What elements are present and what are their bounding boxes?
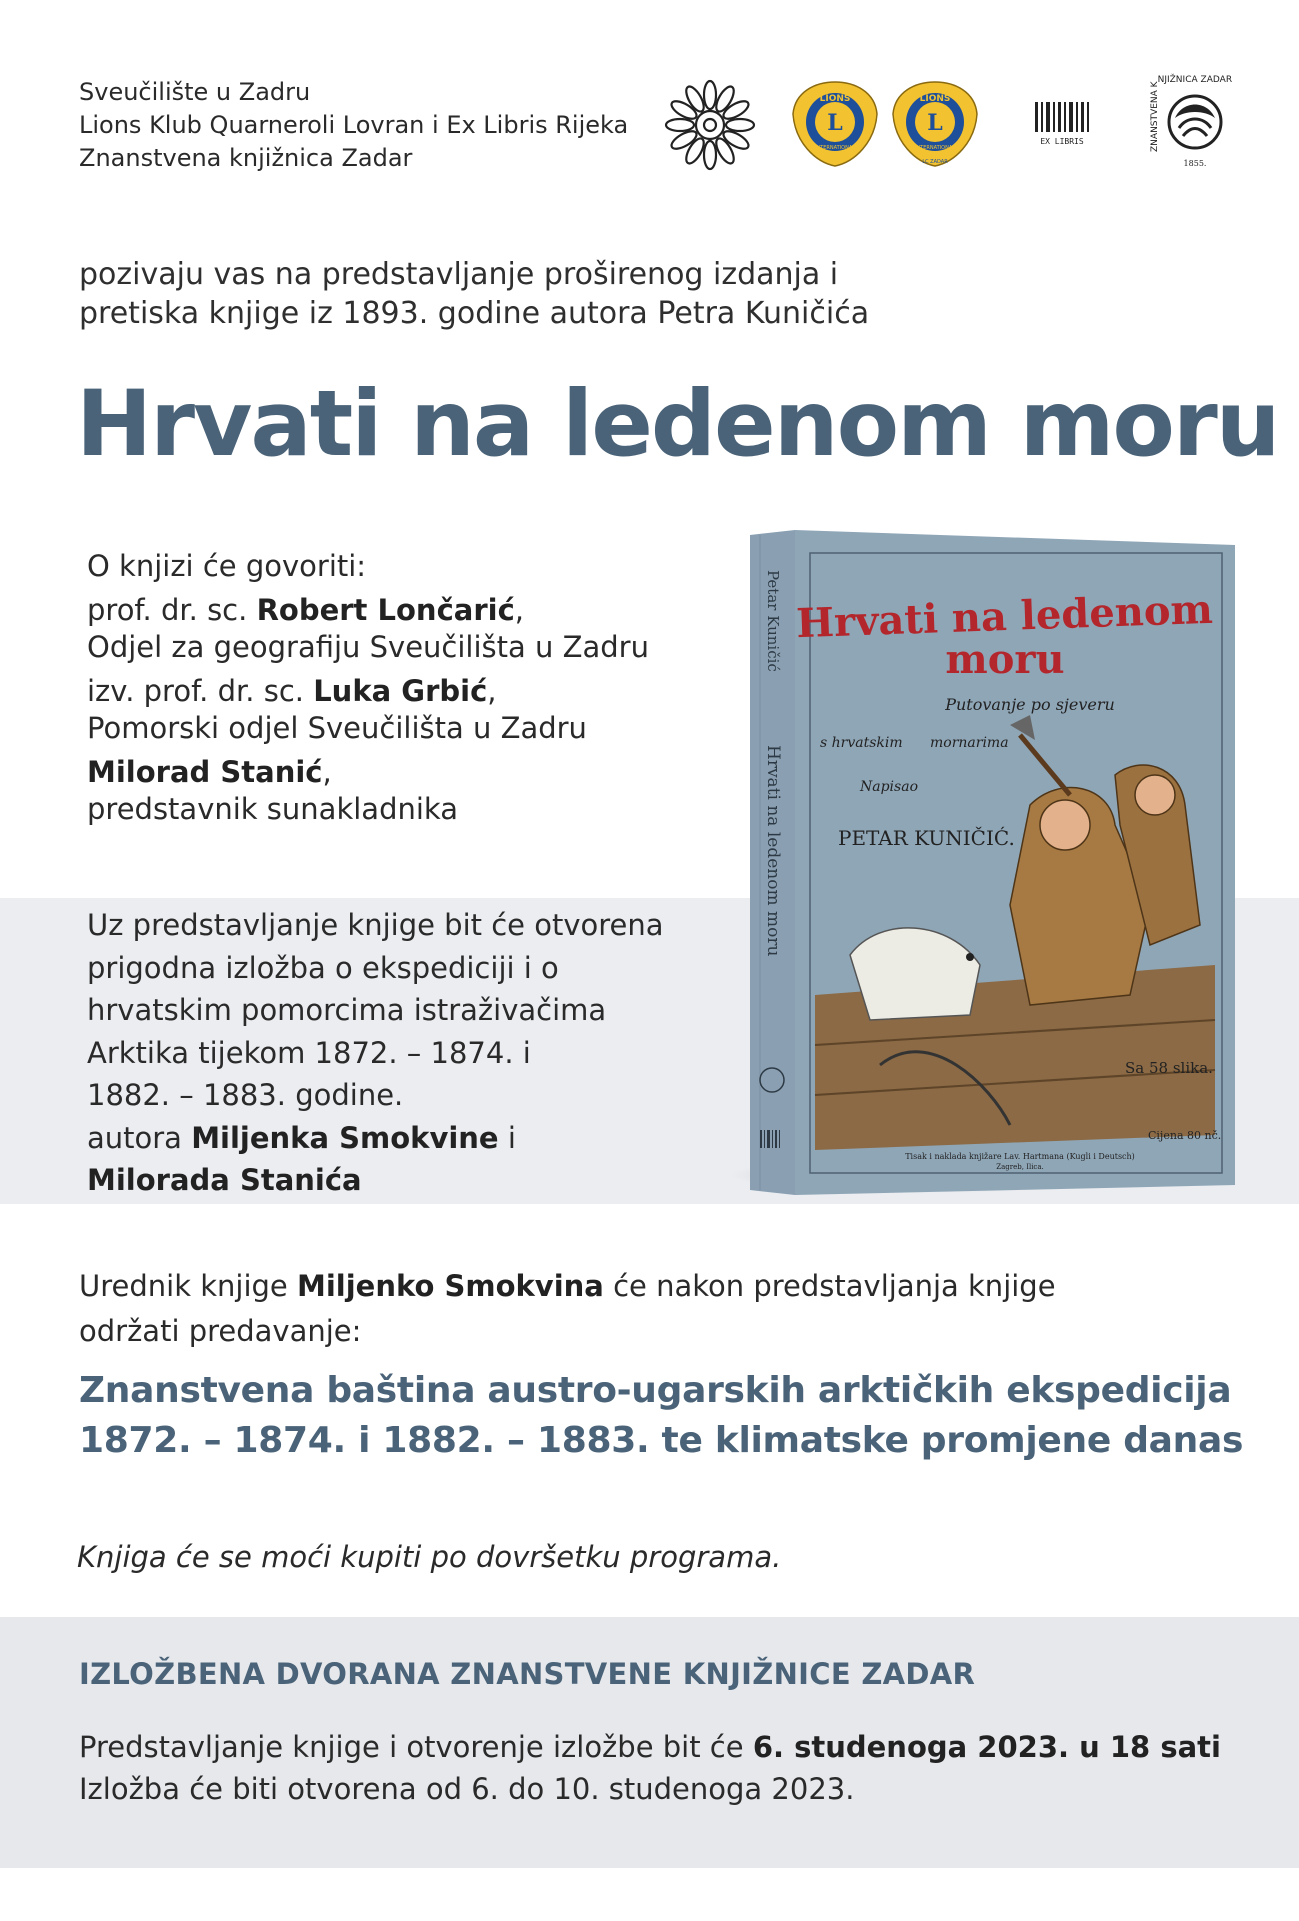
purchase-note: Knjiga će se moći kupiti po dovršetku programa. — [77, 1540, 782, 1574]
speaker-1: prof. dr. sc. Robert Lončarić, — [87, 593, 524, 627]
event-date-line-2: Izložba će biti otvorena od 6. do 10. studenoga 2023. — [79, 1772, 855, 1806]
svg-text:L: L — [827, 110, 843, 136]
library-logo-text: ZNANSTVENA KNJIŽNICA ZADAR — [1150, 75, 1233, 152]
cover-author: PETAR KUNIČIĆ. — [838, 826, 1015, 850]
svg-text:EX LIBRIS: EX LIBRIS — [1040, 137, 1084, 146]
speakers-section — [87, 548, 649, 828]
lions-logo-zadar — [893, 82, 977, 166]
invitation-line-2: pretiska knjige iz 1893. godine autora Petra Kuničića — [79, 296, 870, 331]
cover-subtitle-2a: s hrvatskim — [820, 735, 903, 751]
cover-slike: Sa 58 slika. — [1125, 1059, 1213, 1077]
invitation-text — [79, 255, 869, 333]
organizer-library: Znanstvena knjižnica Zadar — [79, 144, 413, 172]
exhibition-line: Arktika tijekom 1872. – 1874. i — [87, 1035, 531, 1070]
svg-text:1855.: 1855. — [1183, 159, 1207, 168]
spine-title: Hrvati na ledenom moru — [763, 745, 783, 957]
svg-text:L: L — [927, 110, 943, 136]
organizers — [79, 76, 628, 175]
library-logo — [1150, 73, 1233, 168]
exhibition-line: hrvatskim pomorcima istraživačima — [87, 993, 607, 1027]
lecture-title-line-1: Znanstvena baština austro-ugarskih arktičkih ekspedicija — [79, 1370, 1232, 1411]
speaker-3: Milorad Stanić, — [87, 755, 332, 789]
event-date-line-1: Predstavljanje knjige i otvorenje izložbe bit će 6. studenoga 2023. u 18 sati — [79, 1730, 1221, 1764]
svg-text:LIONS: LIONS — [919, 94, 951, 104]
page-title: Hrvati na ledenom moru — [76, 372, 1279, 477]
cover-napisao: Napisao — [860, 779, 918, 795]
cover-city: Zagreb, Ilica. — [996, 1163, 1044, 1171]
exhibition-line: 1882. – 1883. godine. — [87, 1078, 404, 1112]
exhibition-line: prigodna izložba o ekspediciji i o — [87, 950, 559, 985]
speakers-intro: O knjizi će govoriti: — [87, 549, 367, 583]
svg-text:LC ZADAR: LC ZADAR — [922, 159, 948, 165]
editor-line-2: održati predavanje: — [79, 1314, 362, 1348]
svg-text:INTERNATIONAL: INTERNATIONAL — [814, 145, 856, 151]
cover-subtitle-2b: mornarima — [930, 735, 1009, 751]
cover-publisher: Tisak i naklada knjižare Lav. Hartmana (Kugli i Deutsch) — [905, 1152, 1135, 1161]
university-logo — [666, 81, 754, 169]
venue-heading: IZLOŽBENA DVORANA ZNANSTVENE KNJIŽNICE ZADAR — [79, 1657, 976, 1691]
cover-cijena: Cijena 80 nč. — [1148, 1129, 1222, 1142]
event-dates — [79, 1726, 1221, 1810]
partner-logos — [655, 70, 1245, 180]
speaker-2-role: Pomorski odjel Sveučilišta u Zadru — [87, 711, 587, 745]
speaker-2: izv. prof. dr. sc. Luka Grbić, — [87, 674, 497, 708]
cover-subtitle: Putovanje po sjeveru — [945, 695, 1115, 714]
exhibition-author-2: Milorada Stanića — [87, 1163, 362, 1197]
svg-text:LIONS: LIONS — [819, 94, 851, 104]
speaker-1-role: Odjel za geografiju Sveučilišta u Zadru — [87, 630, 649, 664]
cover-title-line-2: moru — [945, 636, 1065, 683]
exlibris-logo — [1035, 102, 1089, 146]
editor-text — [79, 1264, 1056, 1354]
organizer-lions: Lions Klub Quarneroli Lovran i Ex Libris Rijeka — [79, 111, 629, 139]
lecture-title-line-2: 1872. – 1874. i 1882. – 1883. te klimatske promjene danas — [79, 1420, 1244, 1461]
organizer-university: Sveučilište u Zadru — [79, 78, 311, 106]
spine-author: Petar Kuničić — [764, 570, 782, 672]
lions-logo-lovran — [793, 82, 877, 166]
exhibition-text — [87, 904, 727, 1202]
speaker-3-role: predstavnik sunakladnika — [87, 792, 458, 826]
cover-title-line-1: Hrvati na ledenom — [795, 585, 1214, 648]
book-cover-image — [730, 525, 1250, 1215]
exhibition-line: Uz predstavljanje knjige bit će otvorena — [87, 908, 664, 942]
svg-text:INTERNATIONAL: INTERNATIONAL — [914, 145, 956, 151]
lecture-title — [79, 1366, 1243, 1466]
exhibition-authors: autora Miljenka Smokvine i — [87, 1120, 516, 1155]
editor-line-1: Urednik knjige Miljenko Smokvina će nakon predstavljanja knjige — [79, 1269, 1056, 1303]
invitation-line-1: pozivaju vas na predstavljanje proširenog izdanja i — [79, 257, 839, 292]
